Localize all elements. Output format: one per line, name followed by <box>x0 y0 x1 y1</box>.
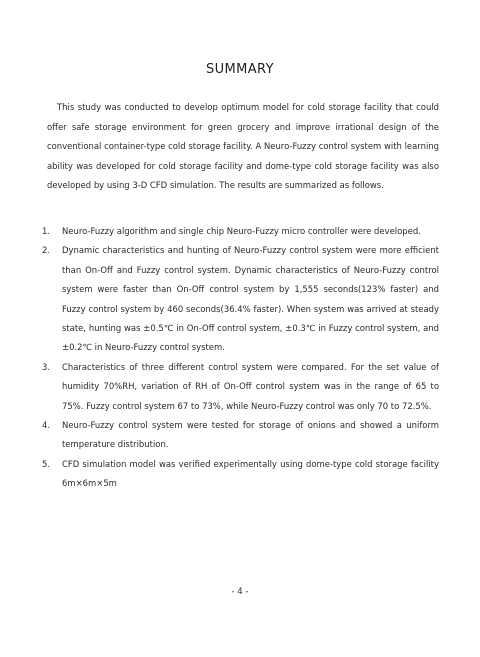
list-item-number: 3. <box>42 361 51 372</box>
results-list <box>42 222 439 494</box>
list-item-number: 4. <box>42 420 51 431</box>
list-item-text: Neuro-Fuzzy algorithm and single chip Neuro-Fuzzy micro controller were developed. <box>62 226 421 236</box>
list-item-number: 1. <box>42 226 51 236</box>
page-title: SUMMARY <box>205 62 275 77</box>
list-item <box>42 241 439 357</box>
list-item-text: CFD simulation model was verified experimentally using dome-type cold storage facility 6m×6m×5m <box>62 458 439 489</box>
list-item <box>42 358 439 416</box>
list-item <box>42 455 439 494</box>
intro-paragraph: This study was conducted to develop optimum model for cold storage facility that could offer safe storage environment for green grocery and improve irrational design of the conventional container-type cold storage facility. A Neuro-Fuzzy control system with learning ability was developed for cold storage facility and dome-type cold storage facility was also developed by using 3-D CFD simulation. The results are summarized as follows. <box>47 102 439 191</box>
page-number: - 4 - <box>231 587 249 597</box>
list-item <box>42 222 439 241</box>
list-item-text: Neuro-Fuzzy control system were tested for storage of onions and showed a uniform temperature distribution. <box>62 420 439 450</box>
list-item-number: 5. <box>42 458 51 469</box>
list-item-text: Characteristics of three different control system were compared. For the set value of humidity 70%RH, variation of RH of On-Off control system was in the range of 65 to 75%. Fuzzy control system 67 to 73%, while Neuro-Fuzzy control was only 70 to 72.5%. <box>62 361 439 411</box>
list-item-text: Dynamic characteristics and hunting of Neuro-Fuzzy control system were more efficient than On-Off and Fuzzy control system. Dynamic characteristics of Neuro-Fuzzy control system were faster than On-Off control system by 1,555 seconds(123% faster) and Fuzzy control system by 460 seconds(36.4% faster). When system was arrived at steady state, hunting was ±0.5℃ in On-Off control system, ±0.3℃ in Fuzzy control system, and ±0.2℃ in Neuro-Fuzzy control system. <box>62 245 439 353</box>
list-item <box>42 416 439 455</box>
list-item-number: 2. <box>42 245 51 256</box>
